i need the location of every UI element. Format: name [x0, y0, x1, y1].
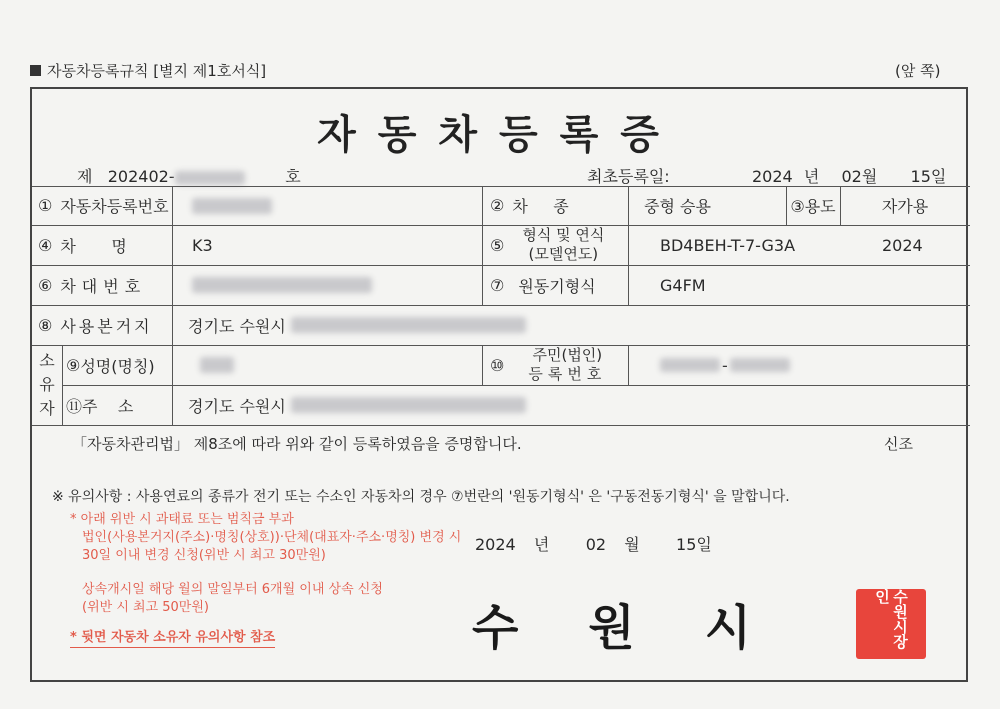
- redacted-block: [192, 277, 372, 293]
- red-note-2: 법인(사용본거지(주소)·명칭(상호))·단체(대표자·주소·명칭) 변경 시: [82, 530, 462, 545]
- base-location-value: 경기도 수원시: [188, 305, 526, 345]
- owner-address-label: ⑪ 주 소: [66, 396, 134, 416]
- vehicle-registration-number-value: [192, 186, 272, 225]
- certification-statement: 「자동차관리법」 제8조에 따라 위와 같이 등록하였음을 증명합니다.: [72, 435, 522, 453]
- redacted-block: [291, 317, 526, 333]
- square-bullet-icon: [30, 65, 41, 76]
- chassis-number-label: ⑥ 차대번호: [38, 275, 147, 296]
- engine-type-label: ⑦ 원동기형식: [490, 275, 596, 296]
- vehicle-name-label: ④ 차 명: [38, 235, 127, 256]
- usage-label: ③용도: [790, 197, 836, 216]
- owner-label: 소유자: [39, 351, 55, 418]
- registration-number: 제 202402- 호: [77, 167, 301, 186]
- resident-number-value: -: [660, 345, 790, 385]
- document-title: 자동차등록증: [317, 111, 681, 158]
- resident-number-label: ⑩ 주민(법인) 등록번호: [490, 346, 607, 383]
- form-label: [30, 60, 266, 81]
- issuer-name: 수원시: [472, 600, 822, 656]
- chassis-number-value: [192, 265, 372, 305]
- red-note-4: 상속개시일 해당 월의 말일부터 6개월 이내 상속 신청: [82, 582, 383, 597]
- owner-address-value: 경기도 수원시: [188, 385, 526, 425]
- red-note-1: * 아래 위반 시 과태료 또는 범칙금 부과: [70, 512, 294, 527]
- model-year-value: 2024: [882, 235, 923, 255]
- redacted-block: [200, 357, 234, 373]
- redacted-block: [192, 198, 272, 214]
- vehicle-type-label: ② 차 종: [490, 196, 569, 216]
- vehicle-name-value: K3: [192, 235, 213, 255]
- red-note-5: (위반 시 최고 50만원): [82, 600, 209, 615]
- owner-name-value: [200, 345, 234, 385]
- red-note-6: * 뒷면 자동차 소유자 유의사항 참조: [70, 629, 275, 648]
- caution-note: ※ 유의사항 : 사용연료의 종류가 전기 또는 수소인 자동차의 경우 ⑦번란의 '원동기형식' 은 '구동전동기형식' 을 말합니다.: [52, 489, 790, 505]
- certificate-frame: [30, 87, 968, 682]
- new-issue-mark: 신조: [884, 435, 913, 453]
- vehicle-type-value: 중형 승용: [644, 197, 711, 216]
- redacted-block: [291, 397, 526, 413]
- redacted-block: [730, 358, 790, 372]
- vehicle-registration-number-label: ① 자동차등록번호: [38, 196, 169, 216]
- model-type-value: BD4BEH-T-7-G3A: [660, 235, 796, 255]
- model-year-label: ⑤ 형식 및 연식 (모델연도): [490, 226, 605, 263]
- issue-date: 2024 년 02 월 15일: [475, 535, 712, 554]
- red-note-3: 30일 이내 변경 신청(위반 시 최고 30만원): [82, 548, 326, 563]
- side-label: (앞 쪽): [895, 62, 941, 80]
- redacted-block: [175, 171, 245, 185]
- official-seal-icon: 수원시장인: [856, 589, 926, 659]
- base-location-label: ⑧ 사용본거지: [38, 315, 153, 336]
- engine-type-value: G4FM: [660, 275, 706, 295]
- redacted-block: [660, 358, 720, 372]
- owner-name-label: ⑨ 성명(명칭): [66, 355, 155, 376]
- usage-value: 자가용: [881, 197, 929, 216]
- first-registration-label: 최초등록일:: [587, 167, 670, 186]
- form-label-text: 자동차등록규칙 [별지 제1호서식]: [47, 62, 267, 80]
- first-registration-date: 2024 년 02월 15일: [752, 167, 947, 186]
